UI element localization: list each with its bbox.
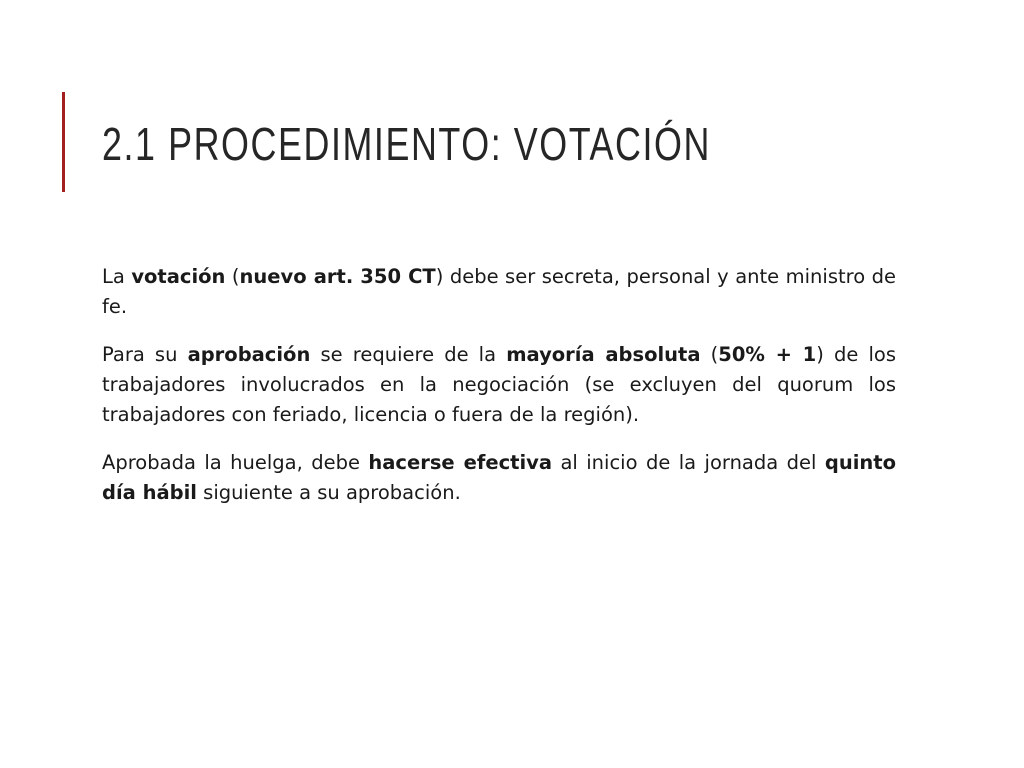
slide-title: 2.1 PROCEDIMIENTO: VOTACIÓN [102, 118, 711, 170]
body-text: Para su [102, 343, 188, 366]
body-text: ( [700, 343, 719, 366]
body-text: ) de los trabajadores involucrados en la negociación (se excluyen del quorum los trabajadores con feriado, licencia o fuera de la región). [102, 343, 896, 426]
paragraph-votacion [102, 262, 896, 322]
body-text: se requiere de la [310, 343, 507, 366]
emphasis-text: aprobación [187, 343, 311, 366]
emphasis-text: quinto día hábil [102, 451, 896, 504]
emphasis-text: votación [131, 265, 226, 288]
paragraph-huelga [102, 448, 896, 508]
body-text: Aprobada la huelga, debe [102, 451, 369, 474]
paragraph-aprobacion [102, 340, 896, 430]
emphasis-text: 50% + 1 [718, 343, 817, 366]
title-accent-bar [62, 92, 65, 192]
emphasis-text: nuevo art. 350 CT [239, 265, 436, 288]
emphasis-text: hacerse efectiva [368, 451, 553, 474]
body-text: ( [225, 265, 240, 288]
emphasis-text: mayoría absoluta [506, 343, 701, 366]
body-text: ) debe ser secreta, personal y ante ministro de fe. [102, 265, 897, 318]
body-text: al inicio de la jornada del [552, 451, 825, 474]
body-text: siguiente a su aprobación. [196, 481, 461, 504]
slide-body [102, 262, 896, 526]
body-text: La [102, 265, 132, 288]
